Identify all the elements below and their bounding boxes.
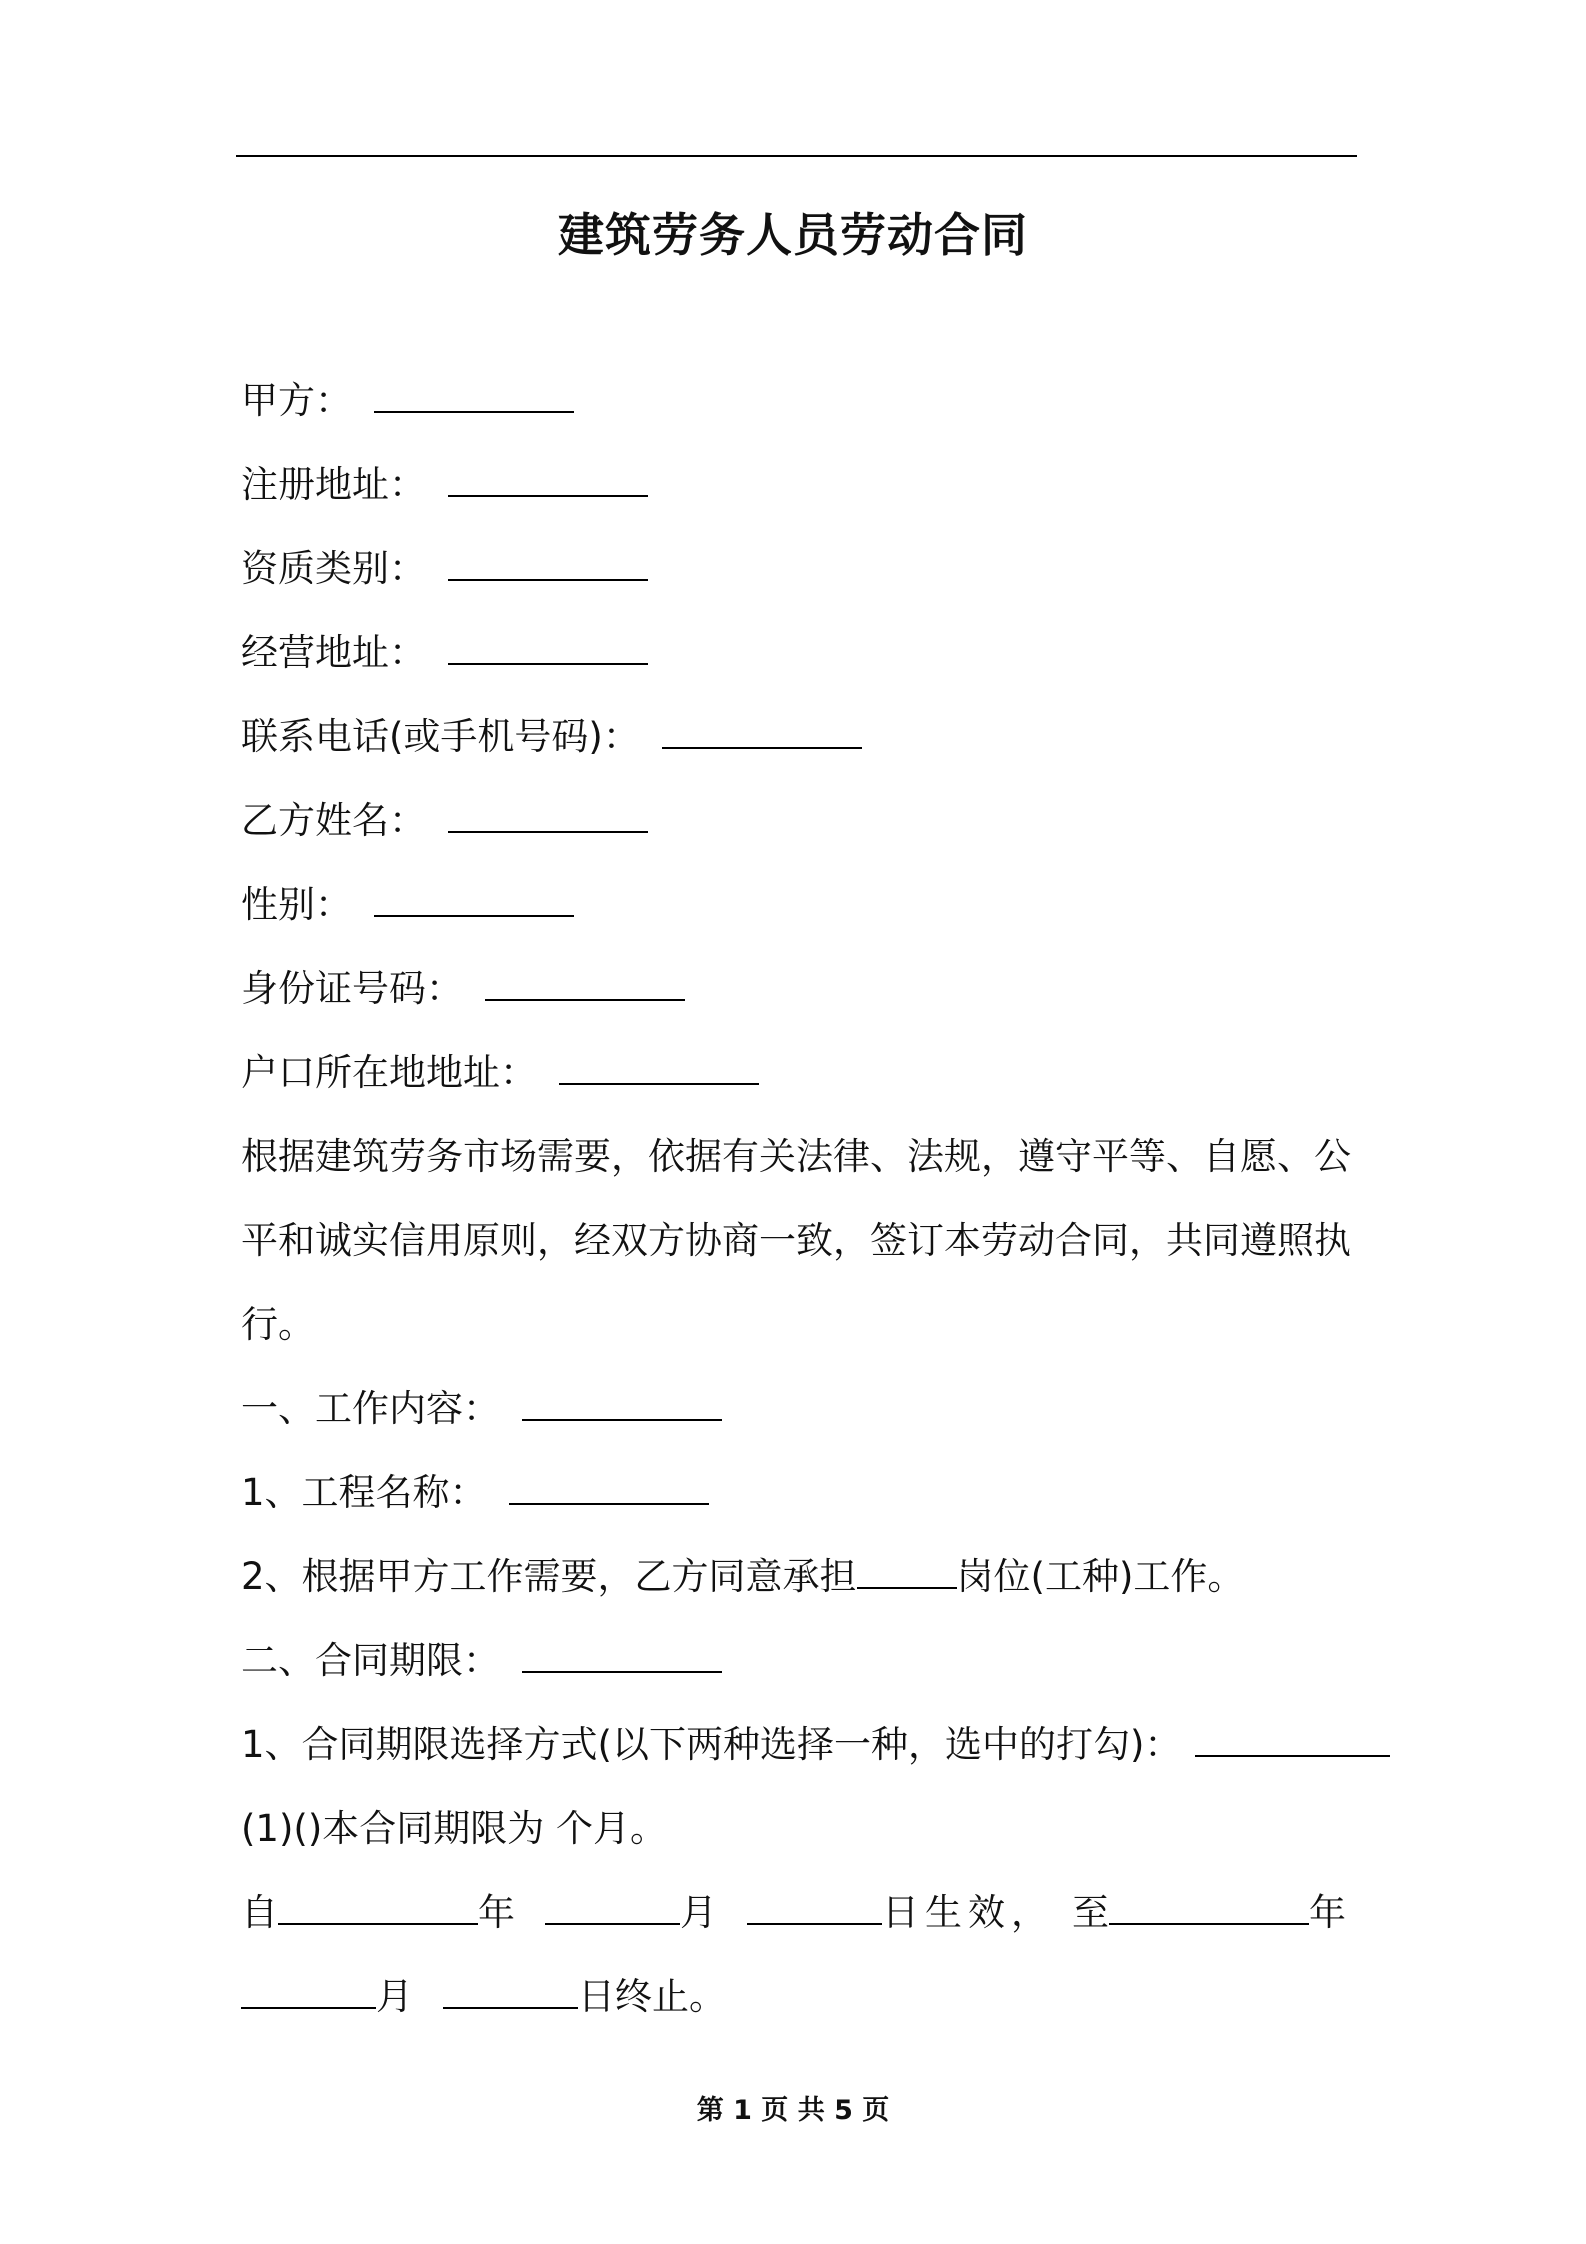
end-month-label: 月 bbox=[376, 1975, 413, 2018]
start-year-label: 年 bbox=[478, 1891, 515, 1934]
contact-phone-label: 联系电话(或手机号码)： bbox=[241, 715, 640, 758]
party-b-name-blank bbox=[448, 797, 648, 833]
registered-address-field bbox=[241, 459, 648, 511]
document-title: 建筑劳务人员劳动合同 bbox=[558, 208, 1028, 262]
end-day-blank bbox=[443, 1973, 578, 2009]
end-month-blank bbox=[241, 1973, 376, 2009]
contact-phone-field bbox=[241, 711, 862, 763]
date-from-label: 自 bbox=[241, 1891, 278, 1934]
qualification-type-blank bbox=[448, 545, 648, 581]
section-1-heading-label: 一、工作内容： bbox=[241, 1387, 500, 1430]
effective-label: 日生效， bbox=[882, 1891, 1054, 1934]
gender-blank bbox=[374, 881, 574, 917]
position-clause-end: 岗位(工种)工作。 bbox=[956, 1555, 1245, 1598]
intro-paragraph-line-1: 根据建筑劳务市场需要，依据有关法律、法规，遵守平等、自愿、公 bbox=[241, 1135, 1351, 1178]
start-month-label: 月 bbox=[680, 1891, 717, 1934]
term-date-line-1 bbox=[241, 1887, 1346, 1939]
hukou-address-blank bbox=[559, 1049, 759, 1085]
term-option-1: (1)()本合同期限为 个月。 bbox=[241, 1807, 668, 1850]
term-selection-blank bbox=[1195, 1721, 1390, 1757]
project-name-label: 1、工程名称： bbox=[241, 1471, 487, 1514]
position-blank bbox=[857, 1553, 957, 1589]
section-2-heading bbox=[241, 1635, 722, 1687]
hukou-address-field bbox=[241, 1047, 759, 1099]
project-name-field bbox=[241, 1467, 709, 1519]
end-year-blank bbox=[1109, 1889, 1309, 1925]
party-b-name-field bbox=[241, 795, 648, 847]
id-number-label: 身份证号码： bbox=[241, 967, 463, 1010]
contact-phone-blank bbox=[662, 713, 862, 749]
id-number-field bbox=[241, 963, 685, 1015]
intro-paragraph-line-3: 行。 bbox=[241, 1303, 315, 1346]
page-number-footer: 第 1 页 共 5 页 bbox=[696, 2095, 890, 2126]
gender-label: 性别： bbox=[241, 883, 352, 926]
section-2-heading-label: 二、合同期限： bbox=[241, 1639, 500, 1682]
start-day-blank bbox=[747, 1889, 882, 1925]
gender-field bbox=[241, 879, 574, 931]
section-1-heading bbox=[241, 1383, 722, 1435]
end-day-label: 日终止。 bbox=[578, 1975, 726, 2018]
id-number-blank bbox=[485, 965, 685, 1001]
end-year-label: 年 bbox=[1309, 1891, 1346, 1934]
party-a-label: 甲方： bbox=[241, 379, 352, 422]
business-address-blank bbox=[448, 629, 648, 665]
party-a-blank bbox=[374, 377, 574, 413]
hukou-address-label: 户口所在地地址： bbox=[241, 1051, 537, 1094]
registered-address-blank bbox=[448, 461, 648, 497]
header-rule bbox=[236, 155, 1357, 157]
start-year-blank bbox=[278, 1889, 478, 1925]
term-date-line-2 bbox=[241, 1971, 726, 2023]
date-to-label: 至 bbox=[1072, 1891, 1109, 1934]
qualification-type-field bbox=[241, 543, 648, 595]
position-clause bbox=[241, 1551, 1244, 1603]
position-clause-start: 2、根据甲方工作需要，乙方同意承担 bbox=[241, 1555, 857, 1598]
project-name-blank bbox=[509, 1469, 709, 1505]
business-address-label: 经营地址： bbox=[241, 631, 426, 674]
business-address-field bbox=[241, 627, 648, 679]
section-1-blank bbox=[522, 1385, 722, 1421]
start-month-blank bbox=[545, 1889, 680, 1925]
qualification-type-label: 资质类别： bbox=[241, 547, 426, 590]
term-selection-clause bbox=[241, 1719, 1390, 1771]
intro-paragraph-line-2: 平和诚实信用原则，经双方协商一致，签订本劳动合同，共同遵照执 bbox=[241, 1219, 1351, 1262]
party-a-field bbox=[241, 375, 574, 427]
section-2-blank bbox=[522, 1637, 722, 1673]
party-b-name-label: 乙方姓名： bbox=[241, 799, 426, 842]
term-selection-label: 1、合同期限选择方式(以下两种选择一种，选中的打勾)： bbox=[241, 1723, 1182, 1766]
registered-address-label: 注册地址： bbox=[241, 463, 426, 506]
